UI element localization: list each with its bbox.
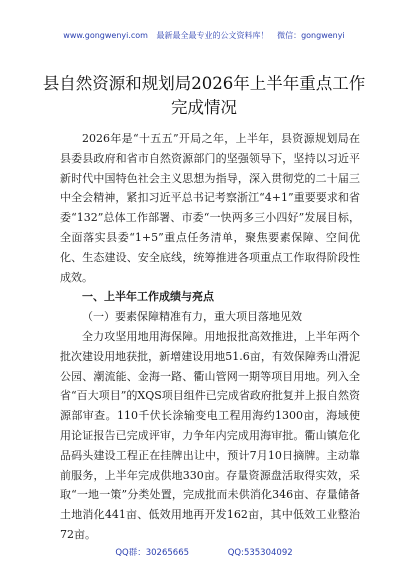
title-line-1: 县自然资源和规划局2026年上半年重点工作: [42, 74, 366, 93]
qq-group: QQ群：30265665: [115, 548, 190, 558]
document-title: [40, 72, 368, 120]
page-footer: [0, 546, 408, 558]
site-url[interactable]: www.gongwenyi.com: [63, 31, 148, 40]
intro-paragraph: 2026年是“十五五”开局之年，上半年，县资源规划局在县委县政府和省市自然资源部门的坚强领导下，坚持以习近平新时代中国特色社会主义思想为指导，深入贯彻党的二十届三中全会精神，紧扣习近平总书记考察浙江“4+1”重要要求和省委“132”总体工作部署、市委“一快两多三小四好”发展目标，全面落实县委“1+5”重点任务清单，聚焦要素保障、空间优化、生态建设、安全底线，统筹推进各项重点工作取得阶段性成效。: [60, 132, 360, 284]
page-header: [0, 30, 408, 41]
section-heading: 一、上半年工作成绩与亮点: [82, 290, 214, 304]
title-line-2: 完成情况: [171, 98, 237, 117]
qq-contact: QQ:535304092: [227, 548, 293, 558]
document-body: [60, 129, 360, 545]
header-slogan: 最新最全最专业的公文资料库！: [156, 31, 269, 40]
subsection-heading: （一）要素保障精准有力，重大项目落地见效: [82, 310, 302, 324]
header-wechat: 微信：gongwenyi: [277, 31, 345, 40]
body-paragraph: 全力攻坚用地用海保障。用地报批高效推进，上半年两个批次建设用地获批，新增建设用地51.6亩，有效保障秀山滑泥公园、潮流能、金海一路、衢山管网一期等项目用地。列入全省“百大项目”的XQS项目组件已完成省政府批复并上报自然资源部审查。110千伏长涂输变电工程用海约1300亩，海域使用论证报告已完成评审，力争年内完成用海审批。衢山镇危化品码头建设工程正在挂牌出让中，预计7月10日摘牌。主动靠前服务，上半年完成供地330亩。存量资源盘活取得实效，采取“一地一策”分类处置，完成批而未供消化346亩、存量储备土地消化441亩、低效用地再开发162亩，其中低效工业整治72亩。: [60, 329, 360, 541]
